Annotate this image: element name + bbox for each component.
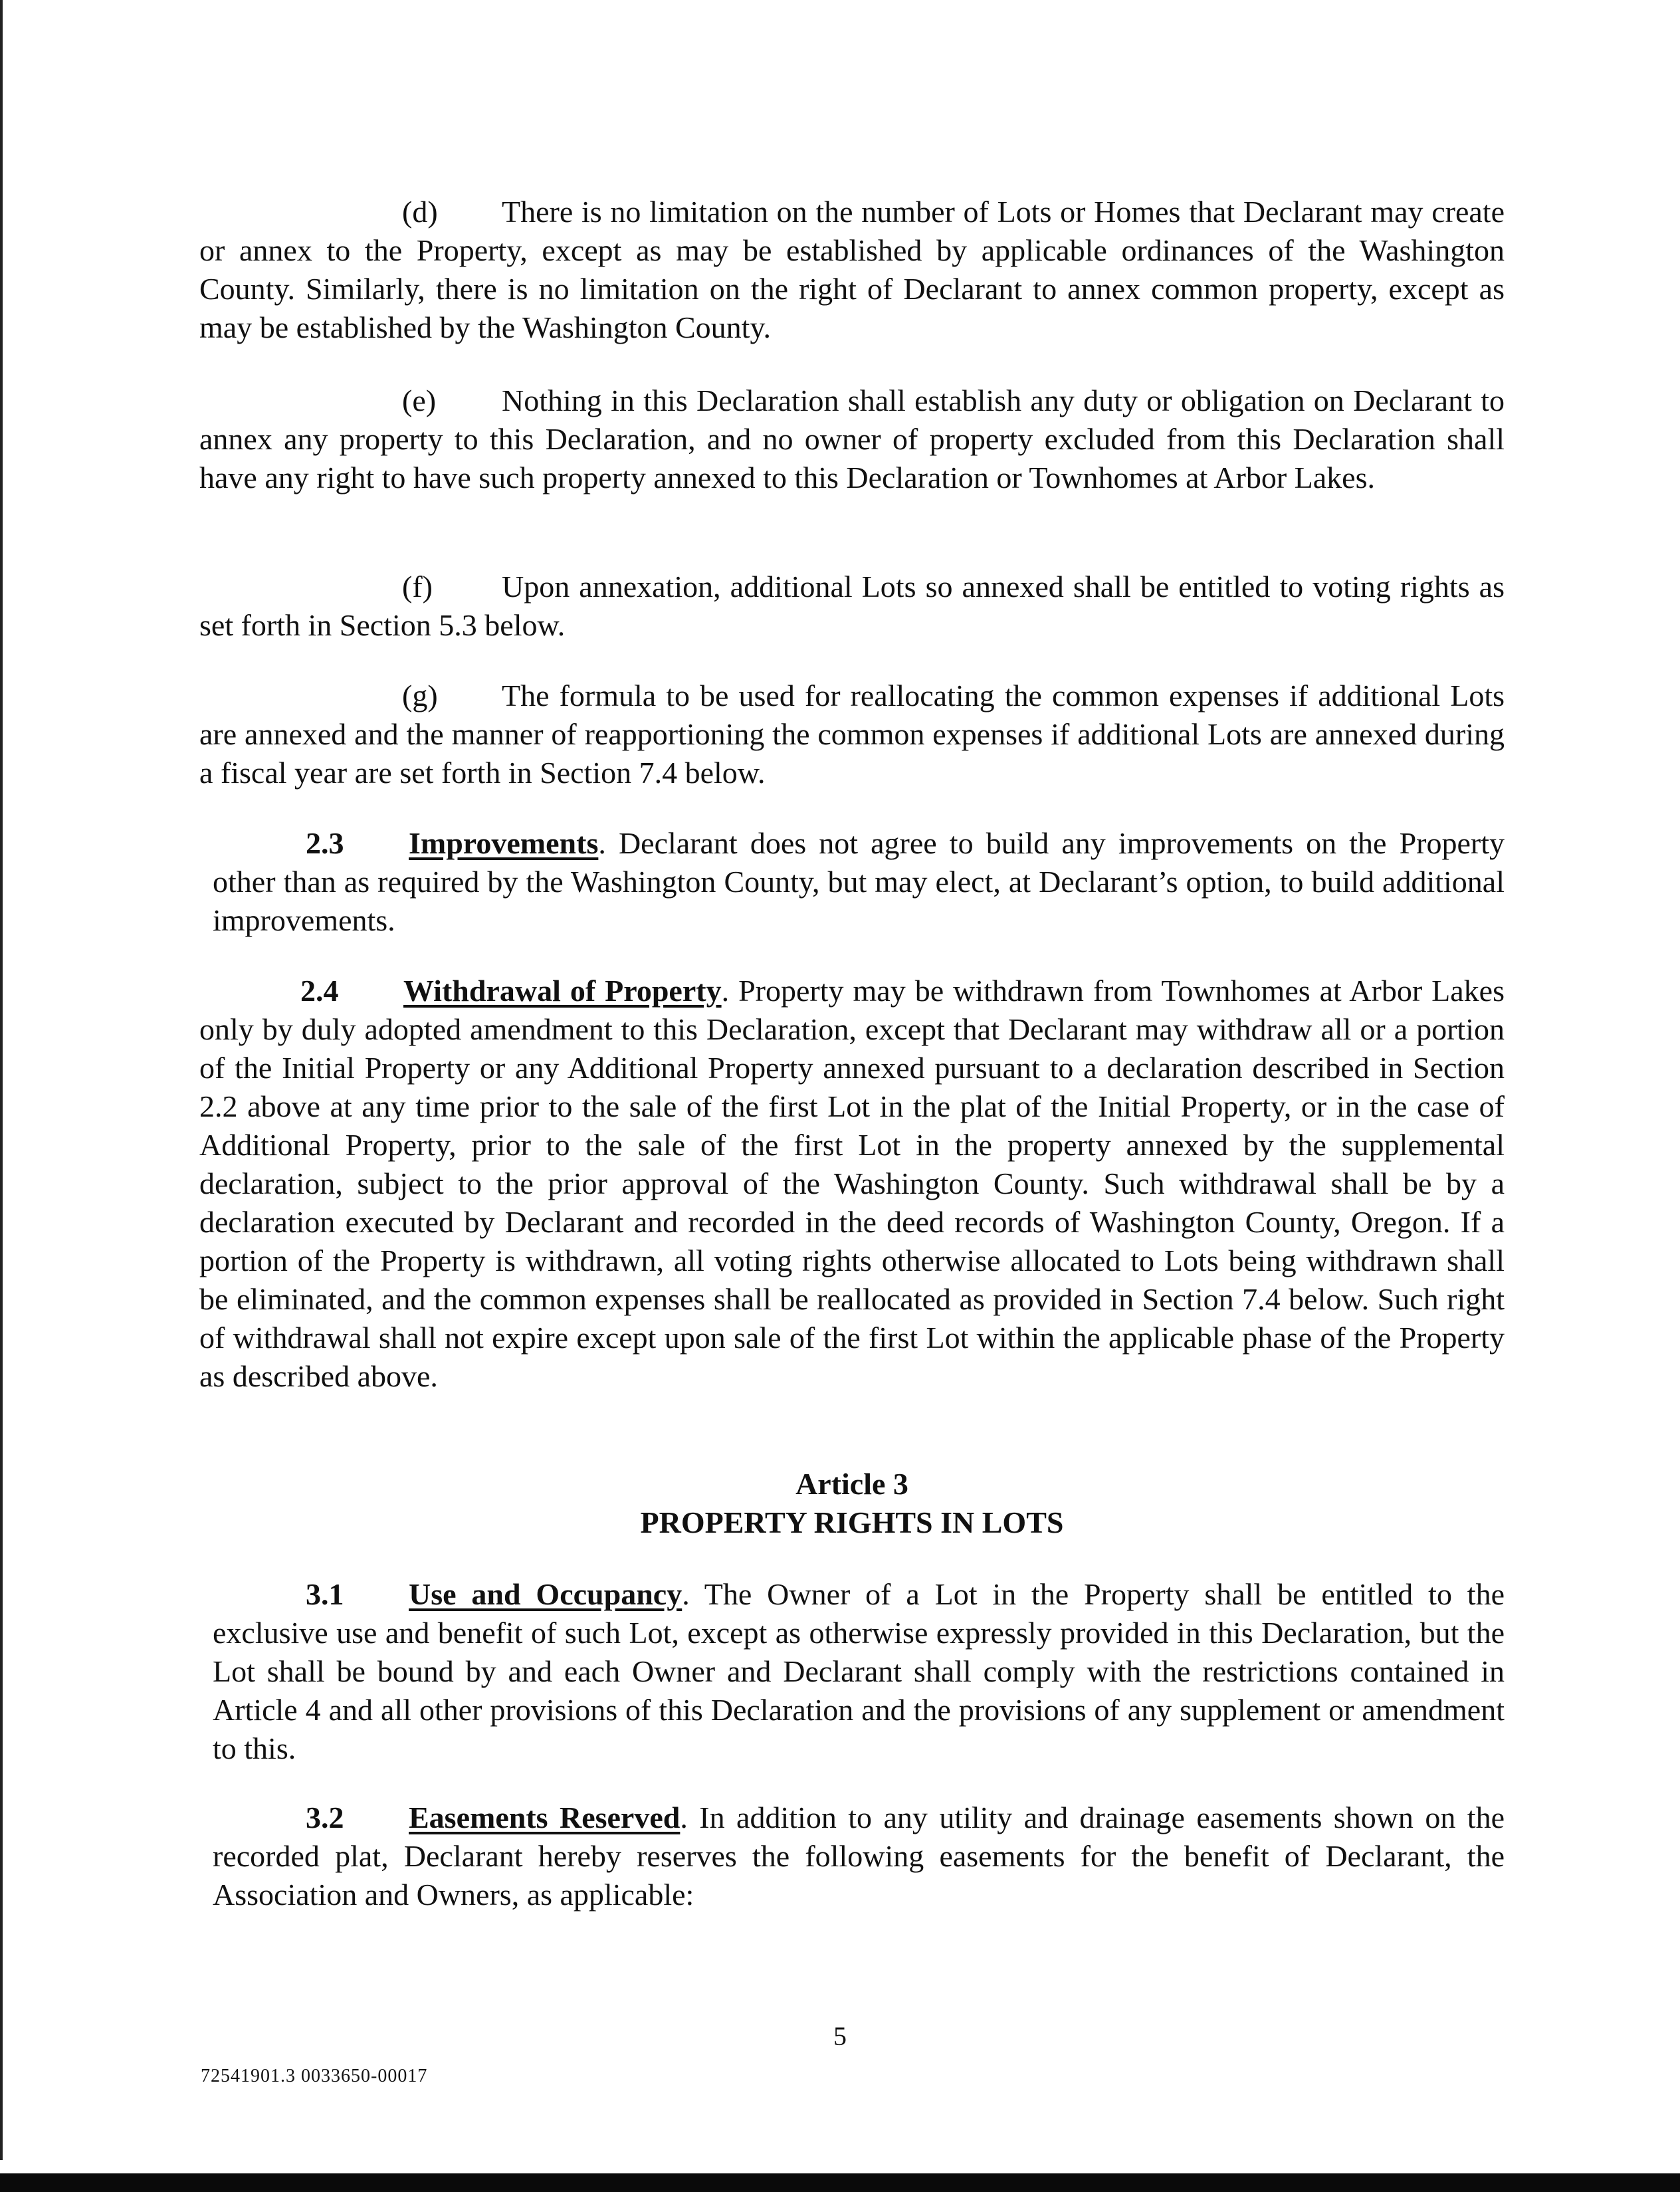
scan-border-left bbox=[0, 0, 3, 2160]
paragraph-text: Upon annexation, additional Lots so annexed shall be entitled to voting rights as set forth in Section 5.3 below. bbox=[199, 570, 1505, 642]
section-3-1 bbox=[213, 1575, 1505, 1768]
section-number: 2.4 bbox=[300, 974, 339, 1008]
section-title: Easements Reserved bbox=[409, 1801, 681, 1834]
paragraph-f bbox=[199, 568, 1505, 645]
page-number: 5 bbox=[833, 2021, 847, 2051]
scan-border-bottom bbox=[0, 2173, 1680, 2192]
paragraph-label: (f) bbox=[402, 570, 433, 603]
paragraph-label: (e) bbox=[402, 384, 437, 417]
section-3-2 bbox=[213, 1799, 1505, 1914]
section-title: Use and Occupancy bbox=[409, 1577, 682, 1611]
paragraph-label: (d) bbox=[402, 195, 438, 229]
section-2-3 bbox=[213, 824, 1505, 940]
paragraph-text: Nothing in this Declaration shall establish any duty or obligation on Declarant to annex any property to this Declaration, and no owner of property excluded from this Declaration shall have any right to have such property annexed to this Declaration or Townhomes at Arbor Lakes. bbox=[199, 384, 1505, 494]
article-title: PROPERTY RIGHTS IN LOTS bbox=[640, 1505, 1064, 1539]
section-number: 3.1 bbox=[306, 1577, 344, 1611]
document-id: 72541901.3 0033650-00017 bbox=[201, 2066, 428, 2086]
section-title: Improvements bbox=[409, 826, 599, 860]
section-number: 3.2 bbox=[306, 1801, 344, 1834]
paragraph-d bbox=[199, 193, 1505, 347]
article-number: Article 3 bbox=[795, 1467, 908, 1501]
section-title: Withdrawal of Property bbox=[403, 974, 722, 1008]
paragraph-text: There is no limitation on the number of Lots or Homes that Declarant may create or annex to the Property, except as may be established by applicable ordinances of the Washington County. Similarly, there is no limitation on the right of Declarant to annex common property, except as may be established by the Washington County. bbox=[199, 195, 1505, 344]
section-number: 2.3 bbox=[306, 826, 344, 860]
section-text: . The Owner of a Lot in the Property shall be entitled to the exclusive use and benefit of such Lot, except as otherwise expressly provided in this Declaration, but the Lot shall be bound by and each Owner and Declarant shall comply with the restrictions contained in Article 4 and all other provisions of this Declaration and the provisions of any supplement or amendment to this. bbox=[213, 1577, 1505, 1765]
paragraph-label: (g) bbox=[402, 679, 438, 712]
section-text: . In addition to any utility and drainage easements shown on the recorded plat, Declarant hereby reserves the following easements for the benefit of Declarant, the Association and Owners, as applicable: bbox=[213, 1801, 1505, 1912]
paragraph-g bbox=[199, 677, 1505, 792]
article-heading bbox=[199, 1465, 1505, 1542]
section-text: . Property may be withdrawn from Townhomes at Arbor Lakes only by duly adopted amendment to this Declaration, except that Declarant may withdraw all or a portion of the Initial Property or any Additional Property annexed pursuant to a declaration described in Section 2.2 above at any time prior to the sale of the first Lot in the plat of the Initial Property, or in the case of Additional Property, prior to the sale of the first Lot in the property annexed by the supplemental declaration, subject to the prior approval of the Washington County. Such withdrawal shall be by a declaration executed by Declarant and recorded in the deed records of Washington County, Oregon. If a portion of the Property is withdrawn, all voting rights otherwise allocated to Lots being withdrawn shall be eliminated, and the common expenses shall be reallocated as provided in Section 7.4 below. Such right of withdrawal shall not expire except upon sale of the first Lot within the applicable phase of the Property as described above. bbox=[199, 974, 1505, 1393]
paragraph-text: The formula to be used for reallocating the common expenses if additional Lots are annexed and the manner of reapportioning the common expenses if additional Lots are annexed during a fiscal year are set forth in Section 7.4 below. bbox=[199, 679, 1505, 790]
section-text: . Declarant does not agree to build any improvements on the Property other than as required by the Washington County, but may elect, at Declarant’s option, to build additional improvements. bbox=[213, 826, 1505, 937]
section-2-4 bbox=[199, 972, 1505, 1396]
paragraph-e bbox=[199, 382, 1505, 497]
